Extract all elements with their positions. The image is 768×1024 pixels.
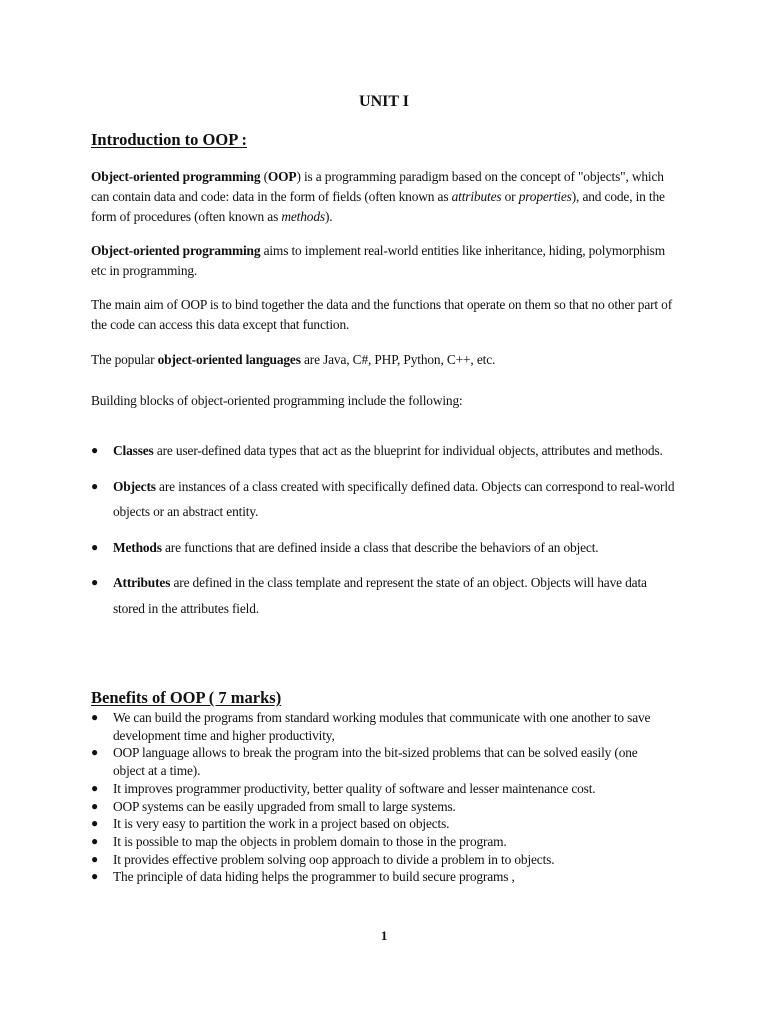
bold-term: Methods	[113, 539, 162, 555]
unit-title: UNIT I	[359, 93, 409, 110]
list-item-text: are functions that are defined inside a class that describe the behaviors of an object.	[161, 539, 599, 555]
paragraph-oop-languages	[91, 350, 691, 370]
bullet-icon: ●	[91, 443, 99, 457]
list-item	[91, 709, 661, 744]
benefits-list	[91, 709, 661, 886]
list-item	[91, 535, 681, 561]
bold-term: Classes	[113, 443, 154, 458]
text-run: are Java, C#, PHP, Python, C++, etc.	[300, 352, 496, 367]
paragraph-building-blocks-intro: Building blocks of object-oriented programming include the following:	[91, 393, 463, 408]
bullet-icon: ●	[91, 869, 99, 884]
text-run: ).	[324, 209, 333, 224]
paragraph-oop-definition	[91, 167, 673, 227]
list-item-text: It provides effective problem solving oop approach to divide a problem in to objects.	[113, 851, 555, 867]
bold-term: object-oriented languages	[157, 352, 301, 367]
italic-term: properties	[518, 189, 572, 204]
bold-term: Attributes	[113, 575, 171, 590]
bullet-icon: ●	[91, 539, 99, 554]
bullet-icon: ●	[91, 798, 99, 813]
list-item	[91, 474, 681, 525]
paragraph-oop-aims	[91, 241, 681, 281]
list-item	[91, 868, 661, 886]
bullet-icon: ●	[91, 745, 99, 760]
page-number: 1	[380, 928, 388, 943]
list-item	[91, 780, 661, 798]
bullet-icon: ●	[91, 478, 99, 493]
list-item-text: We can build the programs from standard working modules that communicate with one another to save development time and higher productivity,	[113, 710, 651, 743]
text-run: The popular	[91, 352, 158, 367]
text-run: or	[501, 189, 519, 204]
bold-term: Object-oriented programming	[91, 169, 261, 184]
text-run: aims to implement real-world entities like inheritance, hiding, polymorphism etc in programming.	[91, 243, 665, 278]
list-item	[91, 815, 661, 833]
list-item-text: are defined in the class template and represent the state of an object. Objects will have data stored in the attributes field.	[113, 575, 647, 616]
bullet-icon: ●	[91, 816, 99, 831]
list-item	[91, 744, 661, 779]
list-item-text: It is very easy to partition the work in a project based on objects.	[113, 816, 450, 832]
text-run: ), and code, in the form of procedures (often known as	[91, 189, 665, 224]
list-item	[91, 833, 661, 851]
text-run: (	[260, 169, 268, 184]
building-blocks-list	[91, 438, 681, 621]
bullet-icon: ●	[91, 833, 99, 848]
bold-term: OOP	[267, 169, 297, 184]
bold-term: Object-oriented programming	[91, 243, 261, 258]
list-item-text: It is possible to map the objects in problem domain to those in the program.	[113, 833, 507, 849]
paragraph-oop-main-aim: The main aim of OOP is to bind together the data and the functions that operate on them so that no other part of the code can access this data except that function.	[91, 297, 673, 332]
text-run: ) is a programming paradigm based on the concept of "objects", which can contain data and code: data in the form of fields (often known as	[91, 169, 664, 204]
bold-term: Objects	[113, 478, 156, 494]
list-item-text: are instances of a class created with specifically defined data. Objects can correspond to real-world objects or an abstract entity.	[113, 478, 675, 519]
list-item-text: are user-defined data types that act as the blueprint for individual objects, attributes and methods.	[153, 443, 663, 458]
bullet-icon: ●	[91, 710, 99, 724]
list-item	[91, 851, 661, 869]
bullet-icon: ●	[91, 851, 99, 866]
bullet-icon: ●	[91, 780, 99, 795]
list-item-text: It improves programmer productivity, better quality of software and lesser maintenance cost.	[113, 780, 596, 796]
list-item-text: OOP language allows to break the program into the bit-sized problems that can be solved easily (one object at a time).	[113, 745, 638, 779]
italic-term: methods	[281, 209, 325, 224]
intro-heading: Introduction to OOP :	[91, 130, 248, 149]
list-item-text: The principle of data hiding helps the programmer to build secure programs ,	[113, 869, 515, 885]
list-item-text: OOP systems can be easily upgraded from small to large systems.	[113, 798, 456, 814]
list-item	[91, 438, 681, 464]
benefits-heading: Benefits of OOP ( 7 marks)	[91, 688, 282, 707]
list-item	[91, 570, 681, 621]
bullet-icon: ●	[91, 575, 99, 589]
list-item	[91, 798, 661, 816]
italic-term: attributes	[451, 189, 502, 204]
